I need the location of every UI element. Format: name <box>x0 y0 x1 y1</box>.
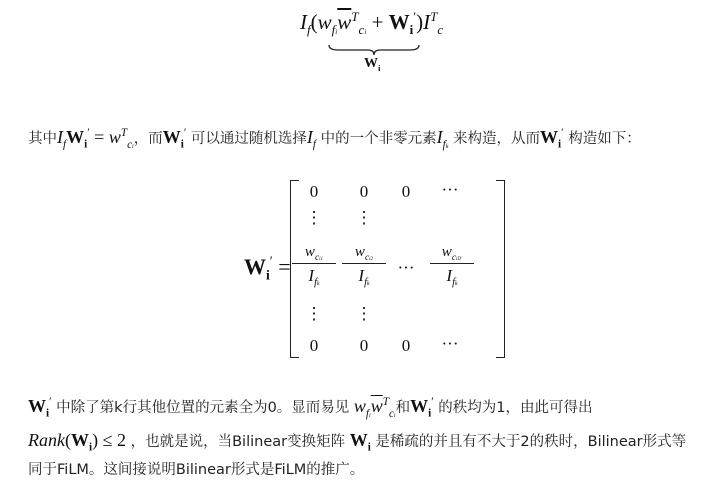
cell-r3-dots: ··· <box>397 258 415 277</box>
frac2-I: I <box>358 266 365 285</box>
m2-W: W <box>162 127 181 147</box>
frac2-w: w <box>354 244 365 260</box>
lhs-sub: i <box>266 267 270 283</box>
l2-W2sub: i <box>428 407 432 420</box>
symbol-w: w <box>317 10 332 34</box>
l2-text3: 的秩均为1，由此可得出 <box>433 400 593 416</box>
m5-Wsub: i <box>558 138 562 151</box>
l2-W: W <box>28 396 46 416</box>
text-line-2 <box>28 396 593 418</box>
m2-Wsub: i <box>180 138 184 151</box>
l3-W2: W <box>349 430 368 450</box>
inline-math-4 <box>436 127 449 151</box>
m1-I: I <box>57 127 63 147</box>
cell-r2-c2: ⋮ <box>355 208 373 227</box>
symbol-f: f <box>307 22 311 38</box>
m1-w: w <box>108 127 121 147</box>
m4-f: f <box>442 138 446 151</box>
l2-prime: ′ <box>49 396 52 408</box>
symbol-Ic: I <box>423 10 431 34</box>
m1-eq: = <box>89 127 109 147</box>
m1-prime: ′ <box>87 127 90 139</box>
frac-3 <box>430 244 474 289</box>
frac2-c: c <box>364 253 370 263</box>
cell-r1-c2: 0 <box>359 182 369 201</box>
formula-expression <box>300 9 444 38</box>
l2-c: c <box>388 407 394 420</box>
l3-rank: Rank <box>28 430 65 450</box>
frac2-sub: i2 <box>369 256 374 262</box>
symbol-i: i <box>335 28 338 37</box>
underbrace-icon <box>328 44 420 56</box>
frac-2 <box>342 244 386 289</box>
m1-T: T <box>120 127 128 139</box>
symbol-ci: c <box>358 22 365 38</box>
m1-c: c <box>127 138 133 151</box>
l3-leq: ≤ 2 <box>98 430 126 450</box>
inline-math-2 <box>162 127 187 151</box>
symbol-fi: f <box>331 22 336 38</box>
m4-k: k <box>445 143 449 150</box>
symbol-c: c <box>437 22 444 38</box>
l3-W2sub: i <box>367 441 371 454</box>
m3-f: f <box>312 138 316 151</box>
frac1-f: f <box>314 277 318 289</box>
l3-math-2 <box>349 430 371 454</box>
l3-text1: ，也就是说，当Bilinear变换矩阵 <box>125 434 350 450</box>
l3-paren-close: ) <box>92 430 99 450</box>
symbol-W-sub: i <box>409 22 414 38</box>
l3-math-1 <box>28 430 126 454</box>
m4-I: I <box>436 127 443 147</box>
right-bracket <box>496 180 505 358</box>
m1-i: i <box>132 143 134 150</box>
l2-W2: W <box>410 396 429 416</box>
text-line-3 <box>28 430 686 452</box>
matrix-lhs: $W_i'$ = <box>244 253 291 283</box>
frac1-sub: i1 <box>319 256 324 262</box>
text-line-4: 同于FiLM。这间接说明Bilinear形式是FiLM的推广。 <box>28 462 365 478</box>
cell-r5-c3: 0 <box>401 336 411 355</box>
l2-text2: 和 <box>395 400 411 416</box>
matrix-block <box>244 178 514 362</box>
symbol-ci-i: i <box>364 28 367 37</box>
m1-f: f <box>63 138 67 151</box>
cell-r5-c1: 0 <box>309 336 319 355</box>
inline-math-5 <box>540 127 564 151</box>
cell-r1-c1: 0 <box>309 182 319 201</box>
frac3-I: I <box>446 266 453 285</box>
symbol-wbar: $\overline{w}$ <box>337 10 352 34</box>
underbrace-sub: i <box>378 62 381 73</box>
frac2-k: k <box>367 281 370 288</box>
m1-W: W <box>66 127 85 147</box>
inline-math-3 <box>306 127 316 151</box>
frac1-c: c <box>314 253 320 263</box>
l3-Wsub: i <box>88 441 93 454</box>
l3-text2: 是稀疏的并且有不大于2的秩时，Bilinear形式等 <box>370 434 687 450</box>
symbol-I: I <box>300 10 307 34</box>
l3-paren-open: ( <box>64 430 71 450</box>
cell-r4-c2: ⋮ <box>355 304 373 323</box>
plus-sign: + <box>366 10 389 34</box>
m1-Wsub: i <box>84 138 88 151</box>
frac3-f: f <box>452 277 456 289</box>
frac1-w: w <box>304 244 315 260</box>
m2-prime: ′ <box>183 127 187 139</box>
text-mid: ，而 <box>133 131 163 147</box>
text-5: 构造如下： <box>563 131 641 147</box>
underbrace-label <box>364 56 380 72</box>
m5-prime: ′ <box>561 127 564 139</box>
frac1-I: I <box>308 266 315 285</box>
l2-prime2: ′ <box>431 396 434 408</box>
lhs-prime: ′ <box>269 253 273 269</box>
l2-math-2 <box>353 396 396 420</box>
symbol-W: W <box>388 10 410 34</box>
text-2: 可以通过随机选择 <box>186 131 307 147</box>
l2-fi: f <box>365 407 370 420</box>
cell-r5-c4: ··· <box>441 334 459 353</box>
paren-close: ) <box>416 10 424 34</box>
frac1-k: k <box>317 281 320 288</box>
l2-math-1 <box>28 396 52 420</box>
l2-ci: i <box>393 412 396 419</box>
text-4: 来构造，从而 <box>448 131 541 147</box>
l2-text1: 中除了第k行其他位置的元素全为0。显而易见 <box>51 400 354 416</box>
frac3-c: c <box>451 253 456 263</box>
inline-math-1 <box>57 127 134 151</box>
lhs-W: W <box>244 254 266 279</box>
frac2-f: f <box>364 277 368 289</box>
underbrace-W: W <box>364 56 378 71</box>
text-line-1 <box>28 127 641 149</box>
l2-T: T <box>382 396 389 408</box>
cell-r5-c2: 0 <box>359 336 369 355</box>
m5-W: W <box>540 127 559 147</box>
frac-1 <box>292 244 336 289</box>
prime: ′ <box>413 9 417 24</box>
text-lead: 其中 <box>28 131 57 147</box>
l2-i: i <box>369 412 371 419</box>
frac3-k: k <box>455 281 458 288</box>
l2-wbar: $\overline{w}$ <box>370 396 383 416</box>
cell-r1-c3: 0 <box>401 182 411 201</box>
l2-math-3 <box>410 396 434 420</box>
cell-r4-c1: ⋮ <box>305 304 323 323</box>
symbol-Ic-T: T <box>430 9 438 24</box>
cell-r2-c1: ⋮ <box>305 208 323 227</box>
symbol-T: T <box>351 9 359 24</box>
frac3-sub: iD′ <box>455 256 463 262</box>
text-3: 中的一个非零元素 <box>316 131 437 147</box>
cell-r1-c4: ··· <box>441 180 459 199</box>
m3-I: I <box>306 127 313 147</box>
paren-open: ( <box>310 10 318 34</box>
l2-Wsub: i <box>46 407 50 420</box>
frac3-w: w <box>441 244 452 260</box>
top-formula <box>300 6 450 76</box>
l2-w: w <box>353 396 366 416</box>
l3-W: W <box>70 430 89 450</box>
